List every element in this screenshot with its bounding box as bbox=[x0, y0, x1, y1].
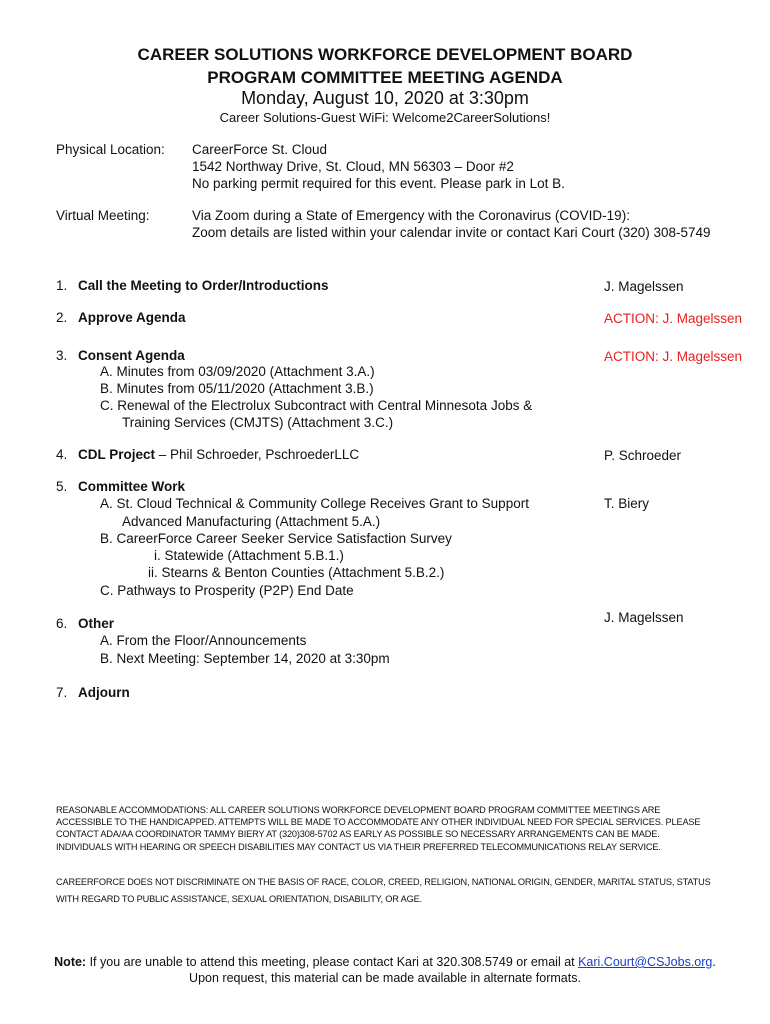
agenda-subitem: A. From the Floor/Announcements bbox=[100, 633, 307, 648]
agenda-item-number: 3. bbox=[56, 348, 68, 363]
note-end: . bbox=[712, 955, 716, 969]
contact-note bbox=[0, 955, 770, 969]
agenda-subitem: B. Minutes from 05/11/2020 (Attachment 3.B.) bbox=[100, 381, 374, 396]
agenda-item bbox=[56, 310, 186, 325]
agenda-subitem: A. Minutes from 03/09/2020 (Attachment 3.A.) bbox=[100, 364, 375, 379]
physical-location-label: Physical Location: bbox=[56, 142, 165, 157]
agenda-item-title: Committee Work bbox=[78, 479, 186, 494]
agenda-item-title: CDL Project bbox=[78, 447, 156, 462]
wifi-info: Career Solutions-Guest WiFi: Welcome2CareerSolutions! bbox=[219, 110, 551, 125]
document-subtitle: PROGRAM COMMITTEE MEETING AGENDA bbox=[207, 68, 563, 87]
meeting-date: Monday, August 10, 2020 at 3:30pm bbox=[241, 88, 529, 108]
agenda-subitem: B. Next Meeting: September 14, 2020 at 3:30pm bbox=[100, 651, 390, 666]
agenda-presenter-action: ACTION: J. Magelssen bbox=[604, 349, 743, 364]
accommodations-notice: REASONABLE ACCOMMODATIONS: ALL CAREER SOLUTIONS WORKFORCE DEVELOPMENT BOARD PROGRAM COMMITTEE MEETINGS ARE ACCESSIBLE TO THE HANDICAPPED. ATTEMPTS WILL BE MADE TO ACCOMMODATE ANY OTHER INDIVIDUAL NEED FOR SPECIAL SERVICES. PLEASE CONTACT ADA/AA COORDINATOR TAMMY BIERY AT (320)308-5702 AS EARLY AS POSSIBLE SO NECESSARY ARRANGEMENTS CAN BE MADE. INDIVIDUALS WITH HEARING OR SPEECH DISABILITIES MAY CONTACT US VIA THEIR PREFERRED TELECOMMUNICATIONS RELAY SERVICE. bbox=[56, 805, 701, 852]
agenda-subsubitem: ii. Stearns & Benton Counties (Attachment 5.B.2.) bbox=[148, 565, 445, 580]
agenda-presenter: J. Magelssen bbox=[604, 279, 684, 294]
physical-location-line: 1542 Northway Drive, St. Cloud, MN 56303 – Door #2 bbox=[192, 159, 514, 174]
note-text: If you are unable to attend this meeting, please contact Kari at 320.308.5749 or email at bbox=[86, 955, 579, 969]
note-label: Note: bbox=[54, 955, 87, 969]
agenda-item-title: Consent Agenda bbox=[78, 348, 185, 363]
agenda-item-title: Approve Agenda bbox=[78, 310, 186, 325]
document-title: CAREER SOLUTIONS WORKFORCE DEVELOPMENT BOARD bbox=[137, 45, 633, 64]
agenda-subitem-continued: Training Services (CMJTS) (Attachment 3.C.) bbox=[122, 415, 394, 430]
agenda-presenter: P. Schroeder bbox=[604, 448, 682, 463]
virtual-meeting-line: Via Zoom during a State of Emergency with the Coronavirus (COVID-19): bbox=[192, 208, 630, 223]
agenda-presenter-action: ACTION: J. Magelssen bbox=[604, 311, 743, 326]
virtual-meeting-line: Zoom details are listed within your calendar invite or contact Kari Court (320) 308-5749 bbox=[192, 225, 711, 240]
email-link[interactable]: Kari.Court@CSJobs.org bbox=[578, 955, 713, 969]
agenda-item-title: Adjourn bbox=[78, 685, 130, 700]
agenda-item-number: 5. bbox=[56, 479, 68, 494]
agenda-item bbox=[56, 685, 130, 700]
alternate-formats-note: Upon request, this material can be made available in alternate formats. bbox=[189, 971, 581, 985]
agenda-item-number: 6. bbox=[56, 616, 68, 631]
agenda-subitem: A. St. Cloud Technical & Community College Receives Grant to Support bbox=[100, 496, 529, 511]
agenda-subitem: C. Renewal of the Electrolux Subcontract with Central Minnesota Jobs & bbox=[100, 398, 533, 413]
agenda-item-title: Call the Meeting to Order/Introductions bbox=[78, 278, 329, 293]
virtual-meeting-label: Virtual Meeting: bbox=[56, 208, 150, 223]
agenda-item bbox=[56, 616, 114, 631]
agenda-subitem: B. CareerForce Career Seeker Service Satisfaction Survey bbox=[100, 531, 452, 546]
agenda-item-number: 1. bbox=[56, 278, 68, 293]
agenda-item-number: 7. bbox=[56, 685, 68, 700]
agenda-item bbox=[56, 447, 359, 462]
agenda-item bbox=[56, 348, 185, 363]
agenda-subitem-continued: Advanced Manufacturing (Attachment 5.A.) bbox=[122, 514, 381, 529]
agenda-item bbox=[56, 479, 185, 494]
agenda-item-title: Other bbox=[78, 616, 115, 631]
agenda-item-detail: – Phil Schroeder, PschroederLLC bbox=[155, 447, 360, 462]
physical-location-line: CareerForce St. Cloud bbox=[192, 142, 328, 157]
agenda-item-number: 4. bbox=[56, 447, 68, 462]
agenda-subitem: C. Pathways to Prosperity (P2P) End Date bbox=[100, 583, 354, 598]
agenda-item bbox=[56, 278, 329, 293]
nondiscrimination-notice: CAREERFORCE DOES NOT DISCRIMINATE ON THE BASIS OF RACE, COLOR, CREED, RELIGION, NATIONAL ORIGIN, GENDER, MARITAL STATUS, STATUS WITH REGARD TO PUBLIC ASSISTANCE, SEXUAL ORIENTATION, DISABILITY, OR AGE. bbox=[56, 877, 711, 904]
agenda-item-number: 2. bbox=[56, 310, 68, 325]
agenda-presenter: T. Biery bbox=[604, 496, 650, 511]
agenda-presenter: J. Magelssen bbox=[604, 610, 684, 625]
physical-location-line: No parking permit required for this event. Please park in Lot B. bbox=[192, 176, 565, 191]
agenda-subsubitem: i. Statewide (Attachment 5.B.1.) bbox=[154, 548, 344, 563]
